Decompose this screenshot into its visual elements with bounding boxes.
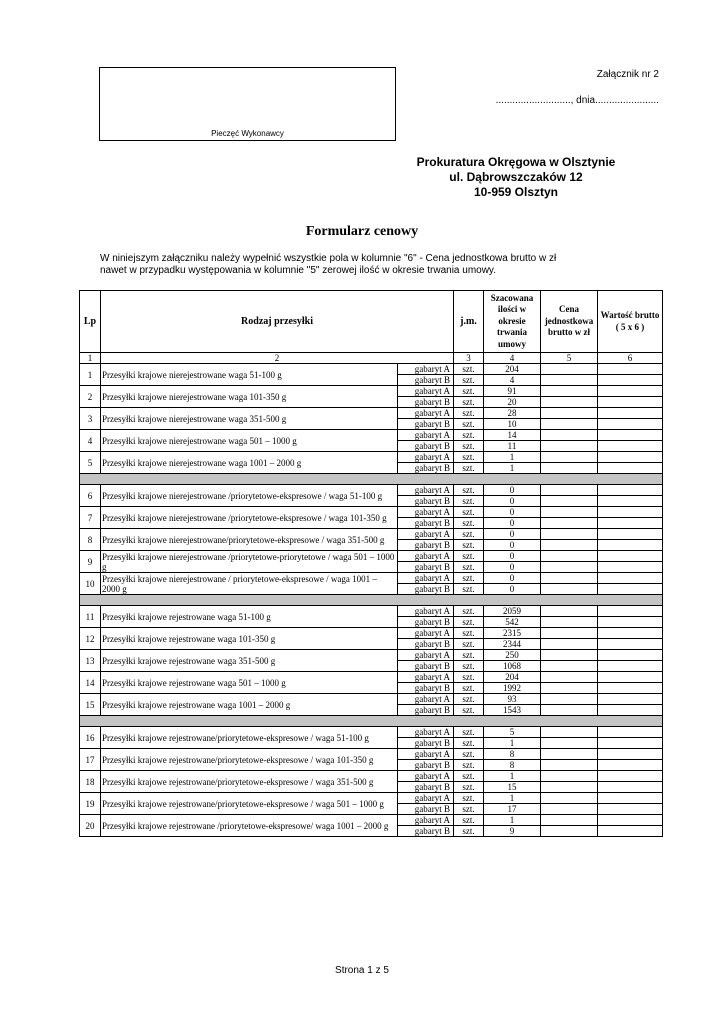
separator-cell bbox=[80, 595, 663, 606]
quantity-cell: 14 bbox=[484, 430, 541, 441]
gabaryt-cell: gabaryt A bbox=[398, 529, 454, 540]
total-price-cell[interactable] bbox=[598, 496, 663, 507]
total-price-cell[interactable] bbox=[598, 804, 663, 815]
table-row bbox=[80, 793, 663, 804]
section-separator bbox=[80, 474, 663, 485]
unit-price-cell[interactable] bbox=[541, 782, 598, 793]
gabaryt-cell: gabaryt A bbox=[398, 606, 454, 617]
total-price-cell[interactable] bbox=[598, 683, 663, 694]
unit-cell: szt. bbox=[454, 771, 484, 782]
unit-cell: szt. bbox=[454, 727, 484, 738]
unit-cell: szt. bbox=[454, 540, 484, 551]
unit-cell: szt. bbox=[454, 496, 484, 507]
unit-price-cell[interactable] bbox=[541, 507, 598, 518]
quantity-cell: 2059 bbox=[484, 606, 541, 617]
unit-price-cell[interactable] bbox=[541, 518, 598, 529]
table-row bbox=[80, 430, 663, 441]
unit-price-cell[interactable] bbox=[541, 496, 598, 507]
gabaryt-cell: gabaryt A bbox=[398, 507, 454, 518]
quantity-cell: 15 bbox=[484, 782, 541, 793]
total-price-cell[interactable] bbox=[598, 606, 663, 617]
total-price-cell[interactable] bbox=[598, 452, 663, 463]
item-name: Przesyłki krajowe nierejestrowane waga 101-350 g bbox=[101, 386, 398, 408]
gabaryt-cell: gabaryt A bbox=[398, 408, 454, 419]
gabaryt-cell: gabaryt A bbox=[398, 364, 454, 375]
quantity-cell: 1992 bbox=[484, 683, 541, 694]
gabaryt-cell: gabaryt B bbox=[398, 562, 454, 573]
table-row bbox=[80, 628, 663, 639]
unit-price-cell[interactable] bbox=[541, 771, 598, 782]
quantity-cell: 8 bbox=[484, 749, 541, 760]
page-number: Strona 1 z 5 bbox=[335, 965, 389, 976]
gabaryt-cell: gabaryt A bbox=[398, 485, 454, 496]
unit-cell: szt. bbox=[454, 375, 484, 386]
quantity-cell: 250 bbox=[484, 650, 541, 661]
table-row bbox=[80, 694, 663, 705]
unit-cell: szt. bbox=[454, 738, 484, 749]
item-name: Przesyłki krajowe rejestrowane/priorytetowe-ekspresowe / waga 351-500 g bbox=[101, 771, 398, 793]
item-name: Przesyłki krajowe nierejestrowane waga 351-500 g bbox=[101, 408, 398, 430]
total-price-cell[interactable] bbox=[598, 771, 663, 782]
note-line-1: W niniejszym załączniku należy wypełnić wszystkie pola w kolumnie "6" - Cena jednostkowa brutto w zł bbox=[100, 253, 557, 264]
table-row bbox=[80, 727, 663, 738]
total-price-cell[interactable] bbox=[598, 408, 663, 419]
unit-price-cell[interactable] bbox=[541, 672, 598, 683]
quantity-cell: 1 bbox=[484, 771, 541, 782]
unit-price-cell[interactable] bbox=[541, 727, 598, 738]
unit-cell: szt. bbox=[454, 661, 484, 672]
lp-cell: 13 bbox=[80, 650, 101, 672]
quantity-cell: 0 bbox=[484, 551, 541, 562]
lp-cell: 20 bbox=[80, 815, 101, 837]
unit-price-cell[interactable] bbox=[541, 375, 598, 386]
quantity-cell: 20 bbox=[484, 397, 541, 408]
lp-cell: 8 bbox=[80, 529, 101, 551]
quantity-cell: 10 bbox=[484, 419, 541, 430]
quantity-cell: 0 bbox=[484, 507, 541, 518]
item-name: Przesyłki krajowe nierejestrowane /priorytetowe-ekspresowe / waga 51-100 g bbox=[101, 485, 398, 507]
unit-cell: szt. bbox=[454, 815, 484, 826]
quantity-cell: 0 bbox=[484, 496, 541, 507]
table-row bbox=[80, 551, 663, 562]
col-number: 2 bbox=[101, 353, 454, 364]
item-name: Przesyłki krajowe nierejestrowane / priorytetowe-ekspresowe / waga 1001 – 2000 g bbox=[101, 573, 398, 595]
unit-cell: szt. bbox=[454, 529, 484, 540]
total-price-cell[interactable] bbox=[598, 386, 663, 397]
unit-cell: szt. bbox=[454, 749, 484, 760]
lp-cell: 14 bbox=[80, 672, 101, 694]
unit-cell: szt. bbox=[454, 441, 484, 452]
quantity-cell: 91 bbox=[484, 386, 541, 397]
col-number: 3 bbox=[454, 353, 484, 364]
unit-cell: szt. bbox=[454, 419, 484, 430]
separator-cell bbox=[80, 716, 663, 727]
unit-cell: szt. bbox=[454, 386, 484, 397]
unit-price-cell[interactable] bbox=[541, 419, 598, 430]
total-price-cell[interactable] bbox=[598, 540, 663, 551]
unit-cell: szt. bbox=[454, 562, 484, 573]
annex-number: Załącznik nr 2 bbox=[596, 69, 659, 80]
gabaryt-cell: gabaryt B bbox=[398, 518, 454, 529]
unit-cell: szt. bbox=[454, 364, 484, 375]
lp-cell: 7 bbox=[80, 507, 101, 529]
table-row bbox=[80, 529, 663, 540]
gabaryt-cell: gabaryt B bbox=[398, 419, 454, 430]
total-price-cell[interactable] bbox=[598, 782, 663, 793]
header-row bbox=[80, 291, 663, 353]
unit-cell: szt. bbox=[454, 628, 484, 639]
unit-price-cell[interactable] bbox=[541, 441, 598, 452]
unit-price-cell[interactable] bbox=[541, 617, 598, 628]
gabaryt-cell: gabaryt B bbox=[398, 496, 454, 507]
table-row bbox=[80, 573, 663, 584]
section-separator bbox=[80, 716, 663, 727]
total-price-cell[interactable] bbox=[598, 628, 663, 639]
unit-price-cell[interactable] bbox=[541, 793, 598, 804]
header-wartosc: Wartość brutto ( 5 x 6 ) bbox=[598, 291, 663, 353]
price-table bbox=[79, 290, 663, 837]
gabaryt-cell: gabaryt A bbox=[398, 573, 454, 584]
gabaryt-cell: gabaryt B bbox=[398, 375, 454, 386]
lp-cell: 1 bbox=[80, 364, 101, 386]
quantity-cell: 0 bbox=[484, 584, 541, 595]
total-price-cell[interactable] bbox=[598, 815, 663, 826]
section-separator bbox=[80, 595, 663, 606]
quantity-cell: 1 bbox=[484, 463, 541, 474]
gabaryt-cell: gabaryt A bbox=[398, 749, 454, 760]
gabaryt-cell: gabaryt B bbox=[398, 683, 454, 694]
address-line-1: Prokuratura Okręgowa w Olsztynie bbox=[416, 155, 616, 169]
gabaryt-cell: gabaryt B bbox=[398, 463, 454, 474]
quantity-cell: 204 bbox=[484, 364, 541, 375]
unit-cell: szt. bbox=[454, 397, 484, 408]
lp-cell: 17 bbox=[80, 749, 101, 771]
total-price-cell[interactable] bbox=[598, 749, 663, 760]
table-row bbox=[80, 408, 663, 419]
address-line-3: 10-959 Olsztyn bbox=[473, 185, 559, 199]
table-row bbox=[80, 386, 663, 397]
unit-cell: szt. bbox=[454, 672, 484, 683]
gabaryt-cell: gabaryt B bbox=[398, 760, 454, 771]
col-number: 6 bbox=[598, 353, 663, 364]
item-name: Przesyłki krajowe nierejestrowane/priorytetowe-ekspresowe / waga 351-500 g bbox=[101, 529, 398, 551]
item-name: Przesyłki krajowe rejestrowane waga 101-350 g bbox=[101, 628, 398, 650]
item-name: Przesyłki krajowe nierejestrowane /priorytetowe-priorytetowe / waga 501 – 1000 g bbox=[101, 551, 398, 573]
quantity-cell: 0 bbox=[484, 540, 541, 551]
item-name: Przesyłki krajowe rejestrowane waga 501 – 1000 g bbox=[101, 672, 398, 694]
address-line-2: ul. Dąbrowszczaków 12 bbox=[449, 170, 583, 184]
gabaryt-cell: gabaryt A bbox=[398, 430, 454, 441]
unit-cell: szt. bbox=[454, 606, 484, 617]
header-lp: Lp bbox=[80, 291, 101, 353]
lp-cell: 11 bbox=[80, 606, 101, 628]
total-price-cell[interactable] bbox=[598, 826, 663, 837]
lp-cell: 5 bbox=[80, 452, 101, 474]
unit-cell: szt. bbox=[454, 584, 484, 595]
total-price-cell[interactable] bbox=[598, 430, 663, 441]
unit-price-cell[interactable] bbox=[541, 705, 598, 716]
gabaryt-cell: gabaryt B bbox=[398, 584, 454, 595]
gabaryt-cell: gabaryt B bbox=[398, 540, 454, 551]
quantity-cell: 2315 bbox=[484, 628, 541, 639]
unit-price-cell[interactable] bbox=[541, 430, 598, 441]
total-price-cell[interactable] bbox=[598, 529, 663, 540]
col-number: 5 bbox=[541, 353, 598, 364]
lp-cell: 9 bbox=[80, 551, 101, 573]
item-name: Przesyłki krajowe rejestrowane waga 1001 – 2000 g bbox=[101, 694, 398, 716]
unit-price-cell[interactable] bbox=[541, 551, 598, 562]
unit-cell: szt. bbox=[454, 573, 484, 584]
gabaryt-cell: gabaryt A bbox=[398, 386, 454, 397]
item-name: Przesyłki krajowe nierejestrowane waga 51-100 g bbox=[101, 364, 398, 386]
quantity-cell: 4 bbox=[484, 375, 541, 386]
quantity-cell: 0 bbox=[484, 562, 541, 573]
item-name: Przesyłki krajowe nierejestrowane /priorytetowe-ekspresowe / waga 101-350 g bbox=[101, 507, 398, 529]
total-price-cell[interactable] bbox=[598, 507, 663, 518]
lp-cell: 15 bbox=[80, 694, 101, 716]
instruction-note bbox=[100, 253, 556, 277]
unit-price-cell[interactable] bbox=[541, 573, 598, 584]
total-price-cell[interactable] bbox=[598, 705, 663, 716]
unit-price-cell[interactable] bbox=[541, 463, 598, 474]
unit-cell: szt. bbox=[454, 760, 484, 771]
table-row bbox=[80, 672, 663, 683]
stamp-label: Pieczęć Wykonawcy bbox=[211, 129, 284, 138]
gabaryt-cell: gabaryt A bbox=[398, 793, 454, 804]
unit-cell: szt. bbox=[454, 452, 484, 463]
lp-cell: 10 bbox=[80, 573, 101, 595]
total-price-cell[interactable] bbox=[598, 672, 663, 683]
total-price-cell[interactable] bbox=[598, 738, 663, 749]
gabaryt-cell: gabaryt B bbox=[398, 782, 454, 793]
gabaryt-cell: gabaryt B bbox=[398, 639, 454, 650]
unit-price-cell[interactable] bbox=[541, 804, 598, 815]
total-price-cell[interactable] bbox=[598, 485, 663, 496]
note-line-2: nawet w przypadku występowania w kolumnie "5" zerowej ilość w okresie trwania umowy. bbox=[100, 265, 496, 276]
unit-price-cell[interactable] bbox=[541, 815, 598, 826]
total-price-cell[interactable] bbox=[598, 551, 663, 562]
total-price-cell[interactable] bbox=[598, 562, 663, 573]
gabaryt-cell: gabaryt A bbox=[398, 694, 454, 705]
lp-cell: 19 bbox=[80, 793, 101, 815]
gabaryt-cell: gabaryt B bbox=[398, 738, 454, 749]
gabaryt-cell: gabaryt B bbox=[398, 441, 454, 452]
unit-price-cell[interactable] bbox=[541, 540, 598, 551]
header-cena: Cena jednostkowa brutto w zł bbox=[541, 291, 598, 353]
quantity-cell: 8 bbox=[484, 760, 541, 771]
quantity-cell: 17 bbox=[484, 804, 541, 815]
unit-price-cell[interactable] bbox=[541, 826, 598, 837]
gabaryt-cell: gabaryt A bbox=[398, 815, 454, 826]
unit-cell: szt. bbox=[454, 518, 484, 529]
total-price-cell[interactable] bbox=[598, 441, 663, 452]
total-price-cell[interactable] bbox=[598, 463, 663, 474]
item-name: Przesyłki krajowe rejestrowane/priorytetowe-ekspresowe / waga 501 – 1000 g bbox=[101, 793, 398, 815]
item-name: Przesyłki krajowe rejestrowane waga 51-100 g bbox=[101, 606, 398, 628]
total-price-cell[interactable] bbox=[598, 617, 663, 628]
quantity-cell: 1068 bbox=[484, 661, 541, 672]
quantity-cell: 5 bbox=[484, 727, 541, 738]
unit-price-cell[interactable] bbox=[541, 639, 598, 650]
total-price-cell[interactable] bbox=[598, 727, 663, 738]
table-row bbox=[80, 364, 663, 375]
unit-cell: szt. bbox=[454, 408, 484, 419]
unit-price-cell[interactable] bbox=[541, 364, 598, 375]
total-price-cell[interactable] bbox=[598, 694, 663, 705]
gabaryt-cell: gabaryt A bbox=[398, 771, 454, 782]
column-number-row bbox=[80, 353, 663, 364]
total-price-cell[interactable] bbox=[598, 364, 663, 375]
total-price-cell[interactable] bbox=[598, 584, 663, 595]
quantity-cell: 0 bbox=[484, 573, 541, 584]
item-name: Przesyłki krajowe nierejestrowane waga 501 – 1000 g bbox=[101, 430, 398, 452]
gabaryt-cell: gabaryt A bbox=[398, 650, 454, 661]
quantity-cell: 1 bbox=[484, 815, 541, 826]
unit-price-cell[interactable] bbox=[541, 650, 598, 661]
unit-price-cell[interactable] bbox=[541, 386, 598, 397]
page-title: Formularz cenowy bbox=[305, 224, 419, 239]
total-price-cell[interactable] bbox=[598, 375, 663, 386]
col-number: 1 bbox=[80, 353, 101, 364]
unit-price-cell[interactable] bbox=[541, 562, 598, 573]
separator-cell bbox=[80, 474, 663, 485]
quantity-cell: 1 bbox=[484, 793, 541, 804]
quantity-cell: 1 bbox=[484, 738, 541, 749]
unit-cell: szt. bbox=[454, 804, 484, 815]
gabaryt-cell: gabaryt B bbox=[398, 804, 454, 815]
quantity-cell: 1 bbox=[484, 452, 541, 463]
lp-cell: 18 bbox=[80, 771, 101, 793]
unit-cell: szt. bbox=[454, 617, 484, 628]
unit-price-cell[interactable] bbox=[541, 738, 598, 749]
unit-cell: szt. bbox=[454, 507, 484, 518]
unit-cell: szt. bbox=[454, 793, 484, 804]
gabaryt-cell: gabaryt B bbox=[398, 617, 454, 628]
header-jm: j.m. bbox=[454, 291, 484, 353]
table-row bbox=[80, 749, 663, 760]
unit-price-cell[interactable] bbox=[541, 749, 598, 760]
total-price-cell[interactable] bbox=[598, 639, 663, 650]
item-name: Przesyłki krajowe rejestrowane /priorytetowe-ekspresowe/ waga 1001 – 2000 g bbox=[101, 815, 398, 837]
quantity-cell: 11 bbox=[484, 441, 541, 452]
unit-cell: szt. bbox=[454, 650, 484, 661]
unit-price-cell[interactable] bbox=[541, 485, 598, 496]
unit-price-cell[interactable] bbox=[541, 694, 598, 705]
total-price-cell[interactable] bbox=[598, 419, 663, 430]
unit-price-cell[interactable] bbox=[541, 661, 598, 672]
stamp-box bbox=[99, 67, 396, 141]
unit-cell: szt. bbox=[454, 826, 484, 837]
gabaryt-cell: gabaryt B bbox=[398, 705, 454, 716]
total-price-cell[interactable] bbox=[598, 573, 663, 584]
item-name: Przesyłki krajowe rejestrowane/priorytetowe-ekspresowe / waga 101-350 g bbox=[101, 749, 398, 771]
unit-cell: szt. bbox=[454, 463, 484, 474]
table-row bbox=[80, 452, 663, 463]
total-price-cell[interactable] bbox=[598, 793, 663, 804]
quantity-cell: 28 bbox=[484, 408, 541, 419]
item-name: Przesyłki krajowe nierejestrowane waga 1001 – 2000 g bbox=[101, 452, 398, 474]
lp-cell: 4 bbox=[80, 430, 101, 452]
unit-price-cell[interactable] bbox=[541, 606, 598, 617]
unit-price-cell[interactable] bbox=[541, 529, 598, 540]
unit-price-cell[interactable] bbox=[541, 452, 598, 463]
unit-price-cell[interactable] bbox=[541, 628, 598, 639]
unit-cell: szt. bbox=[454, 694, 484, 705]
unit-price-cell[interactable] bbox=[541, 397, 598, 408]
unit-cell: szt. bbox=[454, 551, 484, 562]
item-name: Przesyłki krajowe rejestrowane/priorytetowe-ekspresowe / waga 51-100 g bbox=[101, 727, 398, 749]
unit-cell: szt. bbox=[454, 782, 484, 793]
lp-cell: 12 bbox=[80, 628, 101, 650]
table-row bbox=[80, 606, 663, 617]
quantity-cell: 93 bbox=[484, 694, 541, 705]
table-row bbox=[80, 507, 663, 518]
quantity-cell: 542 bbox=[484, 617, 541, 628]
quantity-cell: 1543 bbox=[484, 705, 541, 716]
lp-cell: 2 bbox=[80, 386, 101, 408]
unit-cell: szt. bbox=[454, 705, 484, 716]
item-name: Przesyłki krajowe rejestrowane waga 351-500 g bbox=[101, 650, 398, 672]
lp-cell: 16 bbox=[80, 727, 101, 749]
place-date-line: ..........................., dnia....................... bbox=[495, 95, 659, 106]
total-price-cell[interactable] bbox=[598, 760, 663, 771]
quantity-cell: 0 bbox=[484, 485, 541, 496]
unit-cell: szt. bbox=[454, 683, 484, 694]
gabaryt-cell: gabaryt A bbox=[398, 727, 454, 738]
table-row bbox=[80, 771, 663, 782]
col-number: 4 bbox=[484, 353, 541, 364]
gabaryt-cell: gabaryt A bbox=[398, 672, 454, 683]
quantity-cell: 0 bbox=[484, 529, 541, 540]
table-row bbox=[80, 485, 663, 496]
table-row bbox=[80, 650, 663, 661]
total-price-cell[interactable] bbox=[598, 518, 663, 529]
lp-cell: 6 bbox=[80, 485, 101, 507]
total-price-cell[interactable] bbox=[598, 397, 663, 408]
unit-price-cell[interactable] bbox=[541, 584, 598, 595]
unit-cell: szt. bbox=[454, 485, 484, 496]
unit-cell: szt. bbox=[454, 639, 484, 650]
gabaryt-cell: gabaryt A bbox=[398, 551, 454, 562]
unit-price-cell[interactable] bbox=[541, 760, 598, 771]
quantity-cell: 9 bbox=[484, 826, 541, 837]
header-ilosc: Szacowana ilości w okresie trwania umowy bbox=[484, 291, 541, 353]
quantity-cell: 2344 bbox=[484, 639, 541, 650]
quantity-cell: 0 bbox=[484, 518, 541, 529]
unit-price-cell[interactable] bbox=[541, 408, 598, 419]
unit-price-cell[interactable] bbox=[541, 683, 598, 694]
gabaryt-cell: gabaryt B bbox=[398, 397, 454, 408]
total-price-cell[interactable] bbox=[598, 650, 663, 661]
gabaryt-cell: gabaryt A bbox=[398, 452, 454, 463]
gabaryt-cell: gabaryt B bbox=[398, 826, 454, 837]
gabaryt-cell: gabaryt A bbox=[398, 628, 454, 639]
total-price-cell[interactable] bbox=[598, 661, 663, 672]
lp-cell: 3 bbox=[80, 408, 101, 430]
gabaryt-cell: gabaryt B bbox=[398, 661, 454, 672]
table-row bbox=[80, 815, 663, 826]
quantity-cell: 204 bbox=[484, 672, 541, 683]
unit-cell: szt. bbox=[454, 430, 484, 441]
header-rodzaj: Rodzaj przesyłki bbox=[101, 291, 454, 353]
